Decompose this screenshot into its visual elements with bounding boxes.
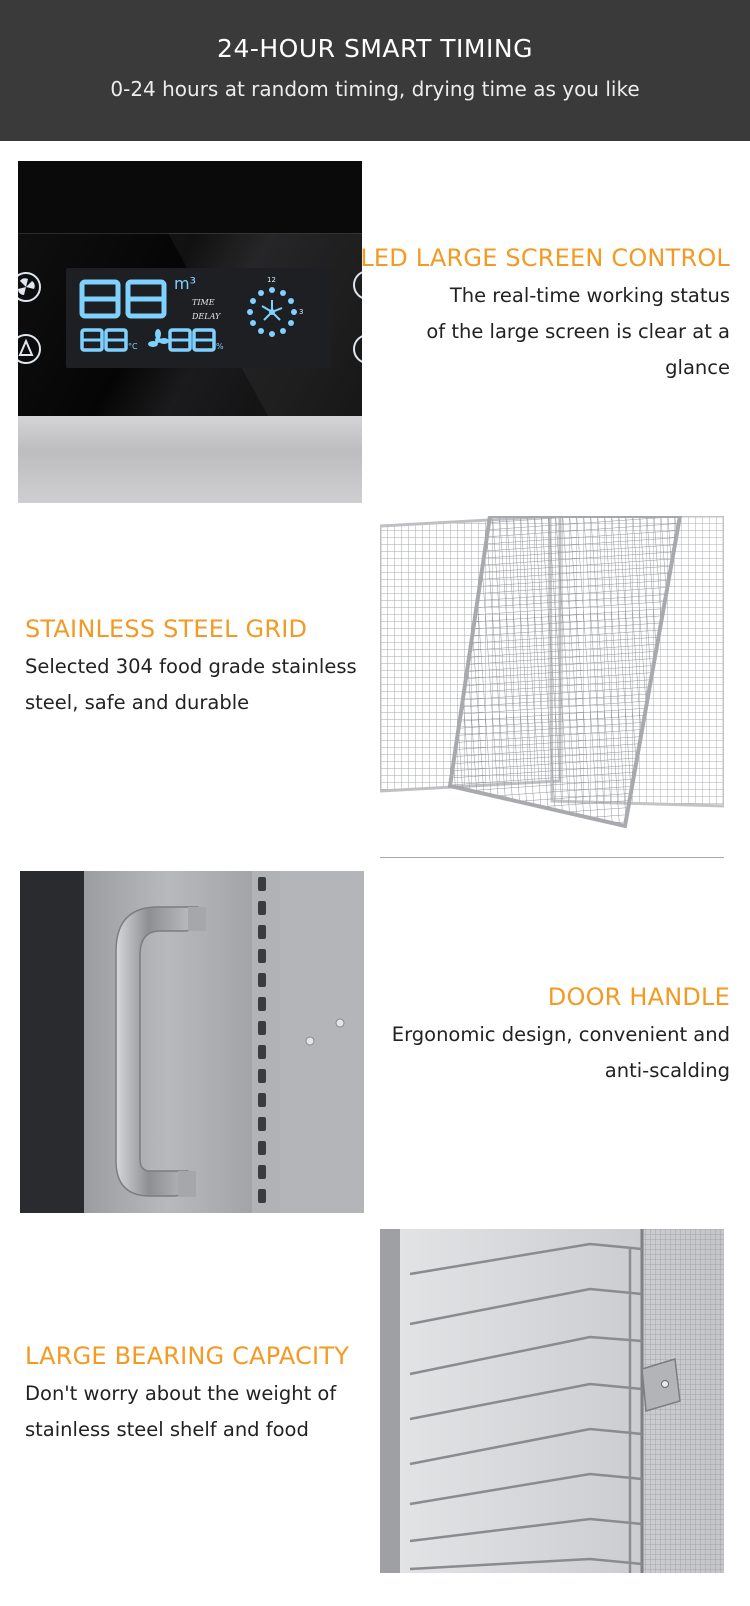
led-time-label: TIME — [192, 298, 215, 307]
steel-body-strip — [18, 416, 362, 503]
feature-desc-door — [390, 1017, 730, 1089]
led-control-panel-photo — [18, 161, 362, 503]
feature-desc-grid — [25, 649, 375, 721]
led-clock-12: 12 — [267, 276, 276, 284]
door-graphic — [20, 871, 364, 1213]
led-delay-label: DELAY — [192, 312, 221, 321]
shelf-rack-graphic — [380, 1229, 724, 1573]
feature-desc-line: glance — [665, 356, 730, 379]
feature-desc-line: Selected 304 food grade stainless — [25, 655, 357, 678]
feature-title-led: LED LARGE SCREEN CONTROL — [360, 244, 730, 272]
led-fan-icon — [148, 329, 169, 347]
feature-desc-line: anti-scalding — [604, 1059, 730, 1082]
led-unit-celsius: °C — [128, 342, 138, 351]
feature-title-grid: STAINLESS STEEL GRID — [25, 615, 308, 643]
page-title: 24-HOUR SMART TIMING — [217, 34, 533, 63]
feature-desc-shelf — [25, 1376, 375, 1448]
feature-desc-led — [390, 278, 730, 386]
feature-title-door: DOOR HANDLE — [547, 983, 730, 1011]
grid-mesh-graphic — [380, 516, 724, 858]
led-clock-3: 3 — [299, 308, 304, 316]
fan-button-icon — [18, 273, 40, 301]
led-unit-m3: m³ — [174, 274, 196, 293]
led-display-screen — [66, 268, 330, 368]
header-banner — [0, 0, 750, 141]
dryer-mode-button-icon — [18, 335, 40, 363]
feature-desc-line: Ergonomic design, convenient and — [391, 1023, 730, 1046]
stainless-grid-photo — [380, 516, 724, 858]
led-clock-icon — [247, 287, 297, 337]
door-handle-photo — [20, 871, 364, 1213]
shelf-rack-photo — [380, 1229, 724, 1573]
page-subtitle: 0-24 hours at random timing, drying time as you like — [110, 77, 640, 101]
feature-desc-line: of the large screen is clear at a — [426, 320, 730, 343]
led-unit-percent: % — [216, 342, 224, 351]
feature-desc-line: The real-time working status — [449, 284, 730, 307]
feature-desc-line: steel, safe and durable — [25, 691, 250, 714]
feature-title-shelf: LARGE BEARING CAPACITY — [25, 1342, 350, 1370]
feature-desc-line: stainless steel shelf and food — [25, 1418, 309, 1441]
feature-desc-line: Don't worry about the weight of — [25, 1382, 337, 1405]
